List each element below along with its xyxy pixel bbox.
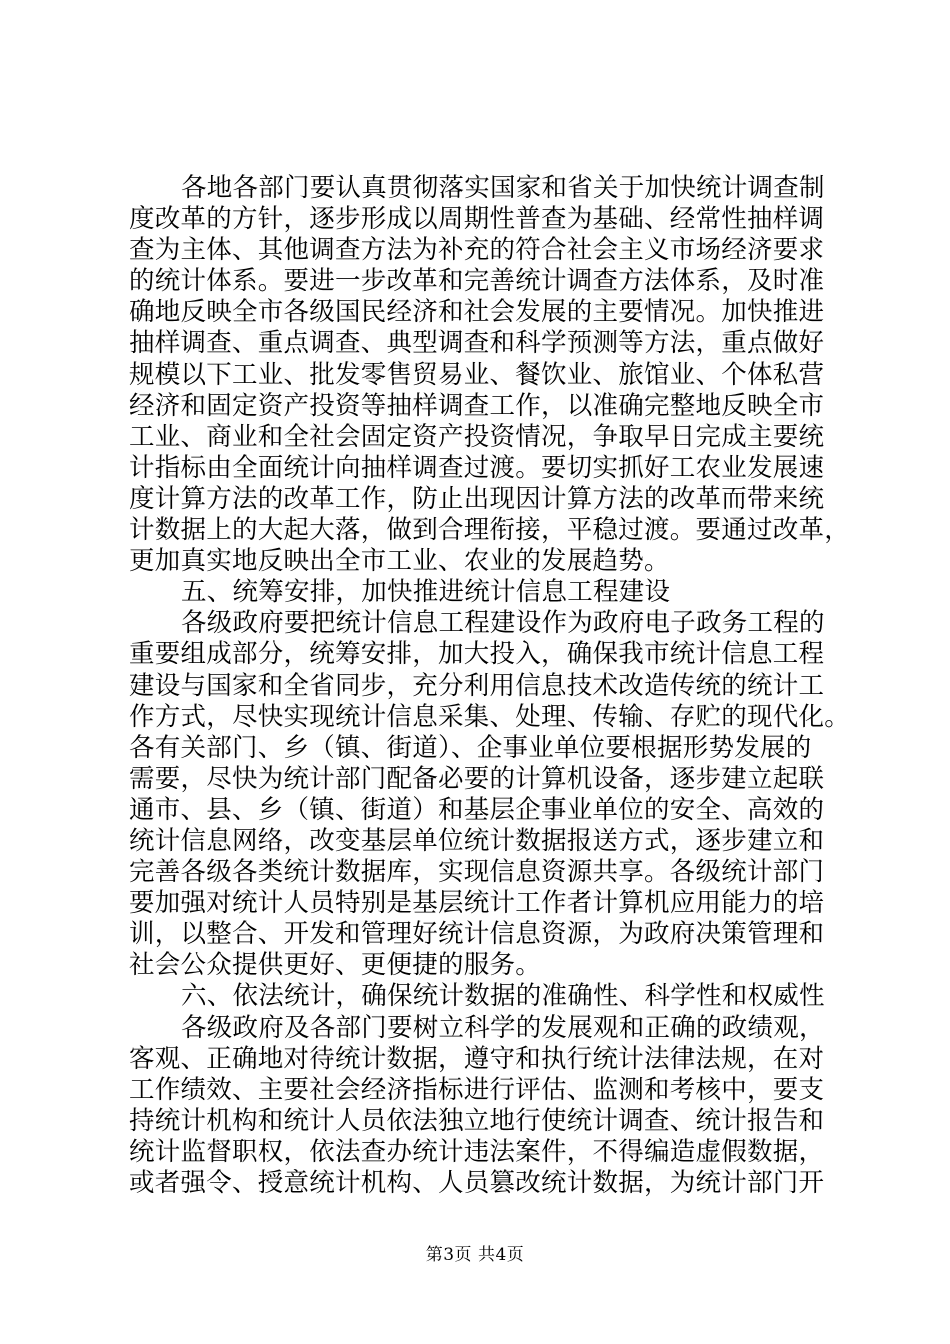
text-line: 确地反映全市各级国民经济和社会发展的主要情况。加快推进: [129, 297, 825, 328]
text-line: 完善各级各类统计数据库，实现信息资源共享。各级统计部门: [129, 857, 825, 888]
document-body: [129, 173, 851, 1199]
text-line: 抽样调查、重点调查、典型调查和科学预测等方法，重点做好: [129, 328, 825, 359]
text-line: 经济和固定资产投资等抽样调查工作，以准确完整地反映全市: [129, 390, 825, 421]
text-line: 的统计体系。要进一步改革和完善统计调查方法体系，及时准: [129, 266, 825, 297]
text-line: 通市、县、乡（镇、街道）和基层企事业单位的安全、高效的: [129, 794, 825, 825]
text-line: 五、统筹安排，加快推进统计信息工程建设: [181, 577, 671, 608]
text-line: 或者强令、授意统计机构、人员篡改统计数据，为统计部门开: [129, 1168, 825, 1198]
text-line: 六、依法统计，确保统计数据的准确性、科学性和权威性: [181, 981, 825, 1012]
text-line: 作方式，尽快实现统计信息采集、处理、传输、存贮的现代化。: [129, 701, 851, 732]
text-line: 度计算方法的改革工作，防止出现因计算方法的改革而带来统: [129, 483, 825, 514]
text-line: 重要组成部分，统筹安排，加大投入，确保我市统计信息工程: [129, 639, 825, 670]
text-line: 各有关部门、乡（镇、街道）、企事业单位要根据形势发展的: [129, 732, 812, 763]
text-line: 规模以下工业、批发零售贸易业、餐饮业、旅馆业、个体私营: [129, 359, 825, 390]
text-line: 工作绩效、主要社会经济指标进行评估、监测和考核中，要支: [129, 1074, 825, 1105]
text-line: 统计监督职权，依法查办统计违法案件，不得编造虚假数据，: [129, 1136, 825, 1167]
text-line: 统计信息网络，改变基层单位统计数据报送方式，逐步建立和: [129, 825, 825, 856]
text-line: 各级政府要把统计信息工程建设作为政府电子政务工程的: [181, 608, 825, 639]
text-line: 训，以整合、开发和管理好统计信息资源，为政府决策管理和: [129, 919, 825, 950]
text-line: 需要，尽快为统计部门配备必要的计算机设备，逐步建立起联: [129, 763, 825, 794]
text-line: 客观、正确地对待统计数据，遵守和执行统计法律法规，在对: [129, 1043, 825, 1074]
text-line: 计数据上的大起大落，做到合理衔接，平稳过渡。要通过改革，: [129, 515, 851, 546]
text-line: 度改革的方针，逐步形成以周期性普查为基础、经常性抽样调: [129, 204, 825, 235]
text-line: 更加真实地反映出全市工业、农业的发展趋势。: [129, 546, 670, 577]
text-line: 计指标由全面统计向抽样调查过渡。要切实抓好工农业发展速: [129, 452, 825, 483]
text-line: 建设与国家和全省同步，充分利用信息技术改造传统的统计工: [129, 670, 825, 701]
text-line: 查为主体、其他调查方法为补充的符合社会主义市场经济要求: [129, 235, 825, 266]
text-line: 工业、商业和全社会固定资产投资情况，争取早日完成主要统: [129, 421, 825, 452]
text-line: 社会公众提供更好、更便捷的服务。: [129, 950, 542, 981]
page-footer: 第3页 共4页: [425, 1245, 525, 1265]
text-line: 各级政府及各部门要树立科学的发展观和正确的政绩观，: [181, 1012, 825, 1043]
text-line: 要加强对统计人员特别是基层统计工作者计算机应用能力的培: [129, 888, 825, 919]
text-line: 各地各部门要认真贯彻落实国家和省关于加快统计调查制: [181, 173, 825, 203]
text-line: 持统计机构和统计人员依法独立地行使统计调查、统计报告和: [129, 1105, 825, 1136]
